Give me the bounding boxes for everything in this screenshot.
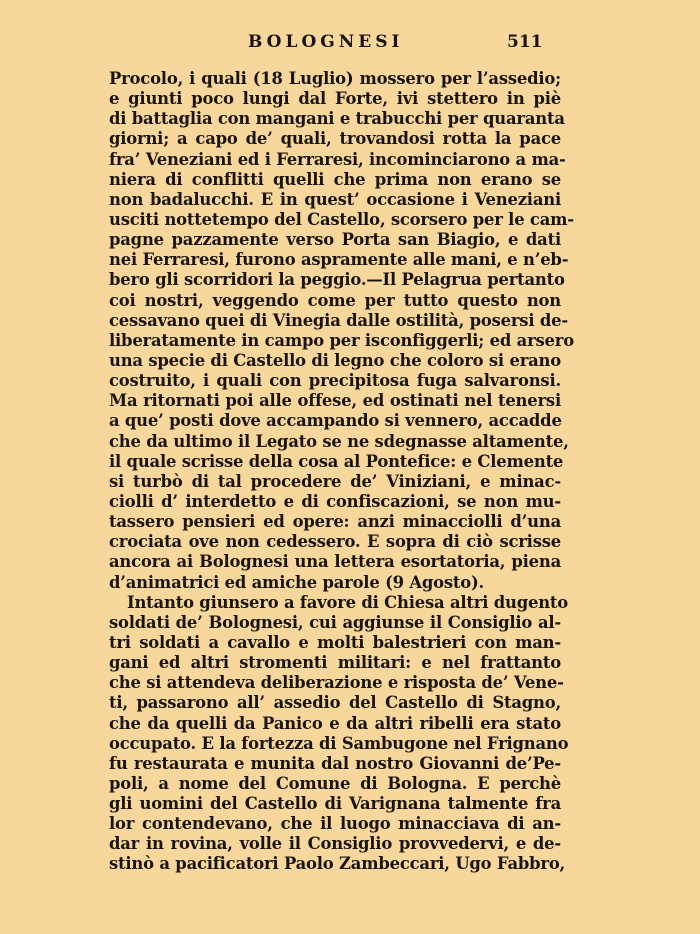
text-line: soldati de’ Bolognesi, cui aggiunse il Consiglio al- [109,612,561,632]
text-line: pagne pazzamente verso Porta san Biagio, e dati [109,230,561,250]
text-line: ciolli d’ interdetto e di confiscazioni, se non mu- [109,491,561,511]
running-title: BOLOGNESI [248,32,404,52]
text-line: dar in rovina, volle il Consiglio provvedervi, e de- [109,834,561,854]
text-line: tassero pensieri ed opere: anzi minacciolli d’una [109,512,561,532]
text-line: occupato. E la fortezza di Sambugone nel Frignano [109,733,569,753]
text-line: tri soldati a cavallo e molti balestrieri con man- [109,632,561,652]
text-line: niera di conflitti quelli che prima non erano se [109,169,561,189]
text-line: bero gli scorridori la peggio.—Il Pelagrua pertanto [109,270,565,290]
text-line: a que’ posti dove accampando si vennero, accadde [109,411,562,431]
text-line: crociata ove non cedessero. E sopra di ciò scrisse [109,532,561,552]
text-line: il quale scrisse della cosa al Pontefice: e Clemente [109,451,564,471]
text-line: non badalucchi. E in quest’ occasione i Veneziani [109,189,561,209]
text-line: poli, a nome del Comune di Bologna. E perchè [109,773,561,793]
text-line: usciti nottetempo del Castello, scorsero per le cam- [109,209,574,229]
text-line: Ma ritornati poi alle offese, ed ostinati nel tenersi [109,391,561,411]
text-line: Procolo, i quali (18 Luglio) mossero per l’assedio; [109,69,561,88]
text-line: di battaglia con mangani e trabucchi per quaranta [109,109,565,129]
text-line: che da ultimo il Legato se ne sdegnasse altamente, [109,431,569,451]
text-line: ancora ai Bolognesi una lettera esortatoria, piena [109,552,561,572]
text-line: cessavano quei di Vinegia dalle ostilità, posersi de- [109,310,568,330]
text-line: giorni; a capo de’ quali, trovandosi rotta la pace [109,129,561,149]
text-line: gli uomini del Castello di Varignana talmente fra [109,794,561,814]
text-line: lor contendevano, che il luogo minacciava di an- [109,814,561,834]
text-line: costruito, i quali con precipitosa fuga salvaronsi. [109,371,561,391]
text-line: e giunti poco lungi dal Forte, ivi stettero in piè [109,89,561,109]
running-header [0,32,700,58]
text-line: che si attendeva deliberazione e risposta de’ Vene- [109,673,564,693]
text-line: coi nostri, veggendo come per tutto questo non [109,290,561,310]
paragraph-first-line: Intanto giunsero a favore di Chiesa altri dugento [127,592,569,612]
text-line: che da quelli da Panico e da altri ribelli era stato [109,713,561,733]
text-line: fra’ Veneziani ed i Ferraresi, incominciarono a ma- [109,149,566,169]
text-line: una specie di Castello di legno che coloro si erano [109,350,561,370]
text-line: fu restaurata e munita dal nostro Giovanni de’Pe- [109,753,561,773]
text-line: ti, passarono all’ assedio del Castello di Stagno, [109,693,561,713]
text-line: liberatamente in campo per isconfiggerli; ed arsero [109,330,574,350]
page-number: 511 [507,32,543,52]
text-line: nei Ferraresi, furono aspramente alle mani, e n’eb- [109,250,569,270]
paragraph-last-line: d’animatrici ed amiche parole (9 Agosto). [109,572,485,592]
body-text [109,69,574,875]
text-line: gani ed altri stromenti militari: e nel frattanto [109,653,561,673]
text-line: stinò a pacificatori Paolo Zambeccari, Ugo Fabbro, [109,854,566,874]
text-line: si turbò di tal procedere de’ Viniziani, e minac- [109,471,561,491]
